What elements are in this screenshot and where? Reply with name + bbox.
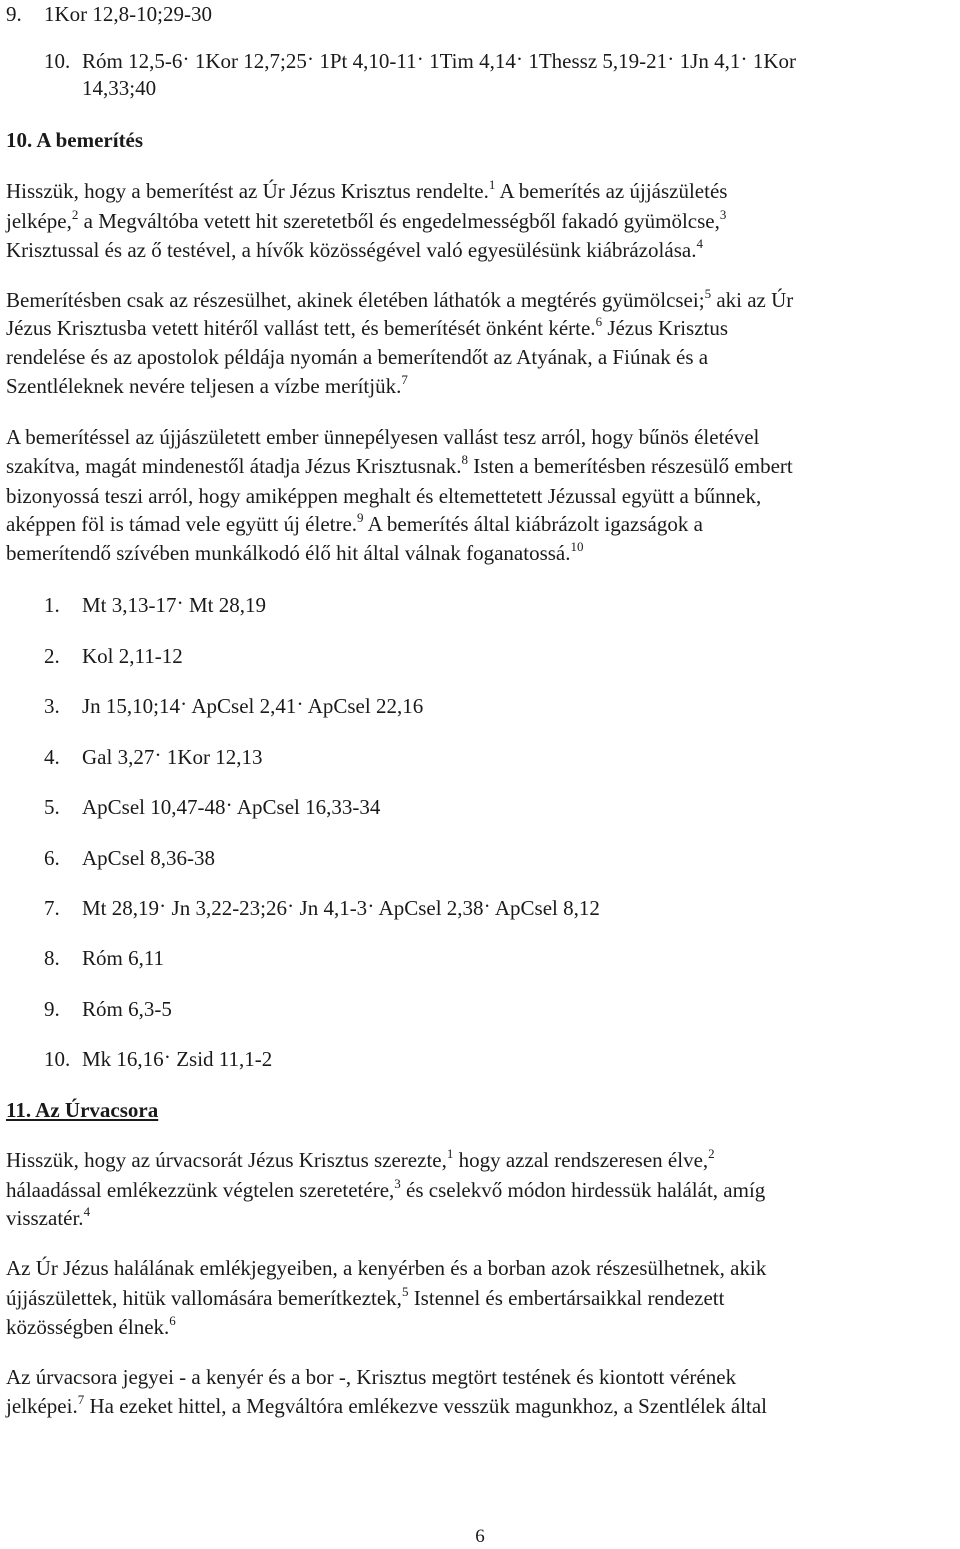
ref-text: 1Kor 12,8-10;29-30: [44, 2, 212, 26]
footnote-marker: 8: [461, 452, 468, 467]
footnote-marker: 3: [719, 207, 727, 222]
footnote-marker: 7: [77, 1392, 85, 1407]
paragraph-line: Az úrvacsora jegyei - a kenyér és a bor -, Krisztus megtört testének és kiontott vérének: [6, 1365, 737, 1389]
paragraph-line: Hisszük, hogy az úrvacsorát Jézus Krisztus szerezte,$^1$ hogy azzal rendszeresen élve,$^2$: [6, 1146, 715, 1172]
ref-list-item: [6, 2, 212, 26]
paragraph-line: visszatér.$^4$: [6, 1204, 91, 1230]
ref-text: 1Kor 12,7;25: [194, 49, 307, 73]
ref-list-item: 10. Mk 16,16. Zsid 11,1-2: [44, 1039, 273, 1071]
footnote-marker: 4: [696, 236, 703, 251]
paragraph-line: bizonyossá teszi arról, hogy amiképpen meghalt és eltemettetett Jézussal együtt a bűnnek,: [6, 484, 762, 508]
footnote-marker: 3: [394, 1176, 401, 1191]
paragraph-line: Bemerítésben csak az részesülhet, akinek életében láthatók a megtérés gyümölcsei;$^5$ aki az Úr: [6, 286, 794, 312]
footnote-marker: 10: [570, 539, 584, 554]
paragraph-line: jelképe,$^2$ a Megváltóba vetett hit szeretetből és engedelmességből fakadó gyümölcse,$^3$: [6, 207, 727, 233]
list-number: 1.: [44, 593, 60, 617]
ref-separator: .: [417, 41, 423, 65]
paragraph-line: Az Úr Jézus halálának emlékjegyeiben, a kenyérben és a borban azok részesülhetnek, akik: [6, 1256, 767, 1280]
footnote-marker: 1: [446, 1146, 454, 1161]
page-number: 6: [475, 1526, 485, 1547]
ref-text: 1Thessz 5,19-21: [528, 49, 668, 73]
paragraph-line: jelképei.$^7$ Ha ezeket hittel, a Megváltóra emlékezve vesszük magunkhoz, a Szentlélek által: [6, 1392, 768, 1418]
ref-separator: .: [741, 41, 747, 65]
ref-list-item: 1. Mt 3,13-17. Mt 28,19: [44, 585, 267, 617]
paragraph-line: újjászülettek, hitük vallomására bemerítkeztek,$^5$ Istennel és embertársaikkal rendezett: [6, 1284, 725, 1310]
footnote-marker: 2: [71, 207, 79, 222]
footnote-marker: 9: [357, 510, 364, 525]
paragraph-line: szakítva, magát mindenestől átadja Jézus Krisztusnak.$^8$ Isten a bemerítésben részesülő embert: [6, 452, 793, 478]
footnote-marker: 2: [708, 1146, 715, 1161]
ref-separator: .: [307, 41, 314, 65]
list-number: 5.: [44, 795, 60, 819]
ref-list-item: 3. Jn 15,10;14. ApCsel 2,41. ApCsel 22,16: [44, 686, 424, 718]
list-number: 10.: [44, 49, 71, 73]
paragraph-line: hálaadással emlékezzünk végtelen szeretetére,$^3$ és cselekvő módon hirdessük halálát, amíg: [6, 1176, 766, 1202]
ref-separator: .: [516, 41, 523, 65]
section-heading: 11. Az Úrvacsora: [6, 1098, 159, 1122]
list-number: 6.: [44, 846, 60, 870]
ref-text: 1Tim 4,14: [429, 49, 516, 73]
paragraph-line: Jézus Krisztusba vetett hitéről vallást tett, és bemerítését önként kérte.$^6$ Jézus Krisztus: [6, 314, 729, 340]
ref-list-item: 4. Gal 3,27. 1Kor 12,13: [44, 737, 263, 769]
footnote-marker: 6: [169, 1313, 176, 1328]
ref-continuation: 14,33;40: [82, 76, 157, 100]
list-number: 4.: [44, 745, 60, 769]
list-number: 10.: [44, 1047, 71, 1071]
list-number: 7.: [44, 896, 60, 920]
list-number: 3.: [44, 694, 60, 718]
list-number: 2.: [44, 644, 60, 668]
footnote-marker: 1: [488, 177, 496, 192]
ref-list-item: 2. Kol 2,11-12: [44, 644, 183, 668]
list-number: 9.: [44, 997, 60, 1021]
paragraph-line: Szentléleknek nevére teljesen a vízbe merítjük.$^7$: [6, 372, 408, 398]
footnote-marker: 6: [595, 314, 603, 329]
paragraph-line: Hisszük, hogy a bemerítést az Úr Jézus Krisztus rendelte.$^1$ A bemerítés az újjászületés: [6, 177, 728, 203]
ref-list-item: 9. Róm 6,3-5: [44, 997, 172, 1021]
paragraph-line: bemerítendő szívében munkálkodó élő hit által válnak foganatossá.$^{10}$: [6, 539, 584, 565]
footnote-marker: 7: [401, 372, 408, 387]
ref-text: Róm 12,5-6: [82, 49, 183, 73]
footnote-marker: 5: [401, 1284, 409, 1299]
paragraph-line: Krisztussal és az ő testével, a hívők közösségével való egyesülésünk kiábrázolása.$^4$: [6, 236, 703, 262]
ref-separator: .: [183, 41, 189, 65]
ref-text: 1Kor: [752, 49, 797, 73]
ref-list-item: [44, 41, 797, 73]
footnote-marker: 4: [83, 1204, 91, 1219]
ref-separator: .: [668, 41, 674, 65]
ref-text: 1Pt 4,10-11: [319, 49, 417, 73]
paragraph-line: közösségben élnek.$^6$: [6, 1313, 176, 1339]
ref-list-item: 6. ApCsel 8,36-38: [44, 846, 215, 870]
paragraph-line: A bemerítéssel az újjászületett ember ünnepélyesen vallást tesz arról, hogy bűnös életével: [6, 425, 760, 449]
footnote-marker: 5: [704, 286, 712, 301]
ref-list-item: 5. ApCsel 10,47-48. ApCsel 16,33-34: [44, 787, 381, 819]
ref-text: 1Jn 4,1: [679, 49, 741, 73]
list-number: 8.: [44, 946, 60, 970]
section-heading: 10. A bemerítés: [6, 128, 144, 152]
list-number: 9.: [6, 2, 22, 26]
paragraph-line: aképpen föl is támad vele együtt új életre.$^9$ A bemerítés által kiábrázolt igazságok a: [6, 510, 703, 536]
ref-list-item: 8. Róm 6,11: [44, 946, 165, 970]
ref-list-item: 7. Mt 28,19. Jn 3,22-23;26. Jn 4,1-3. ApCsel 2,38. ApCsel 8,12: [44, 888, 600, 920]
paragraph-line: rendelése és az apostolok példája nyomán a bemerítendőt az Atyának, a Fiúnak és a: [6, 345, 709, 369]
